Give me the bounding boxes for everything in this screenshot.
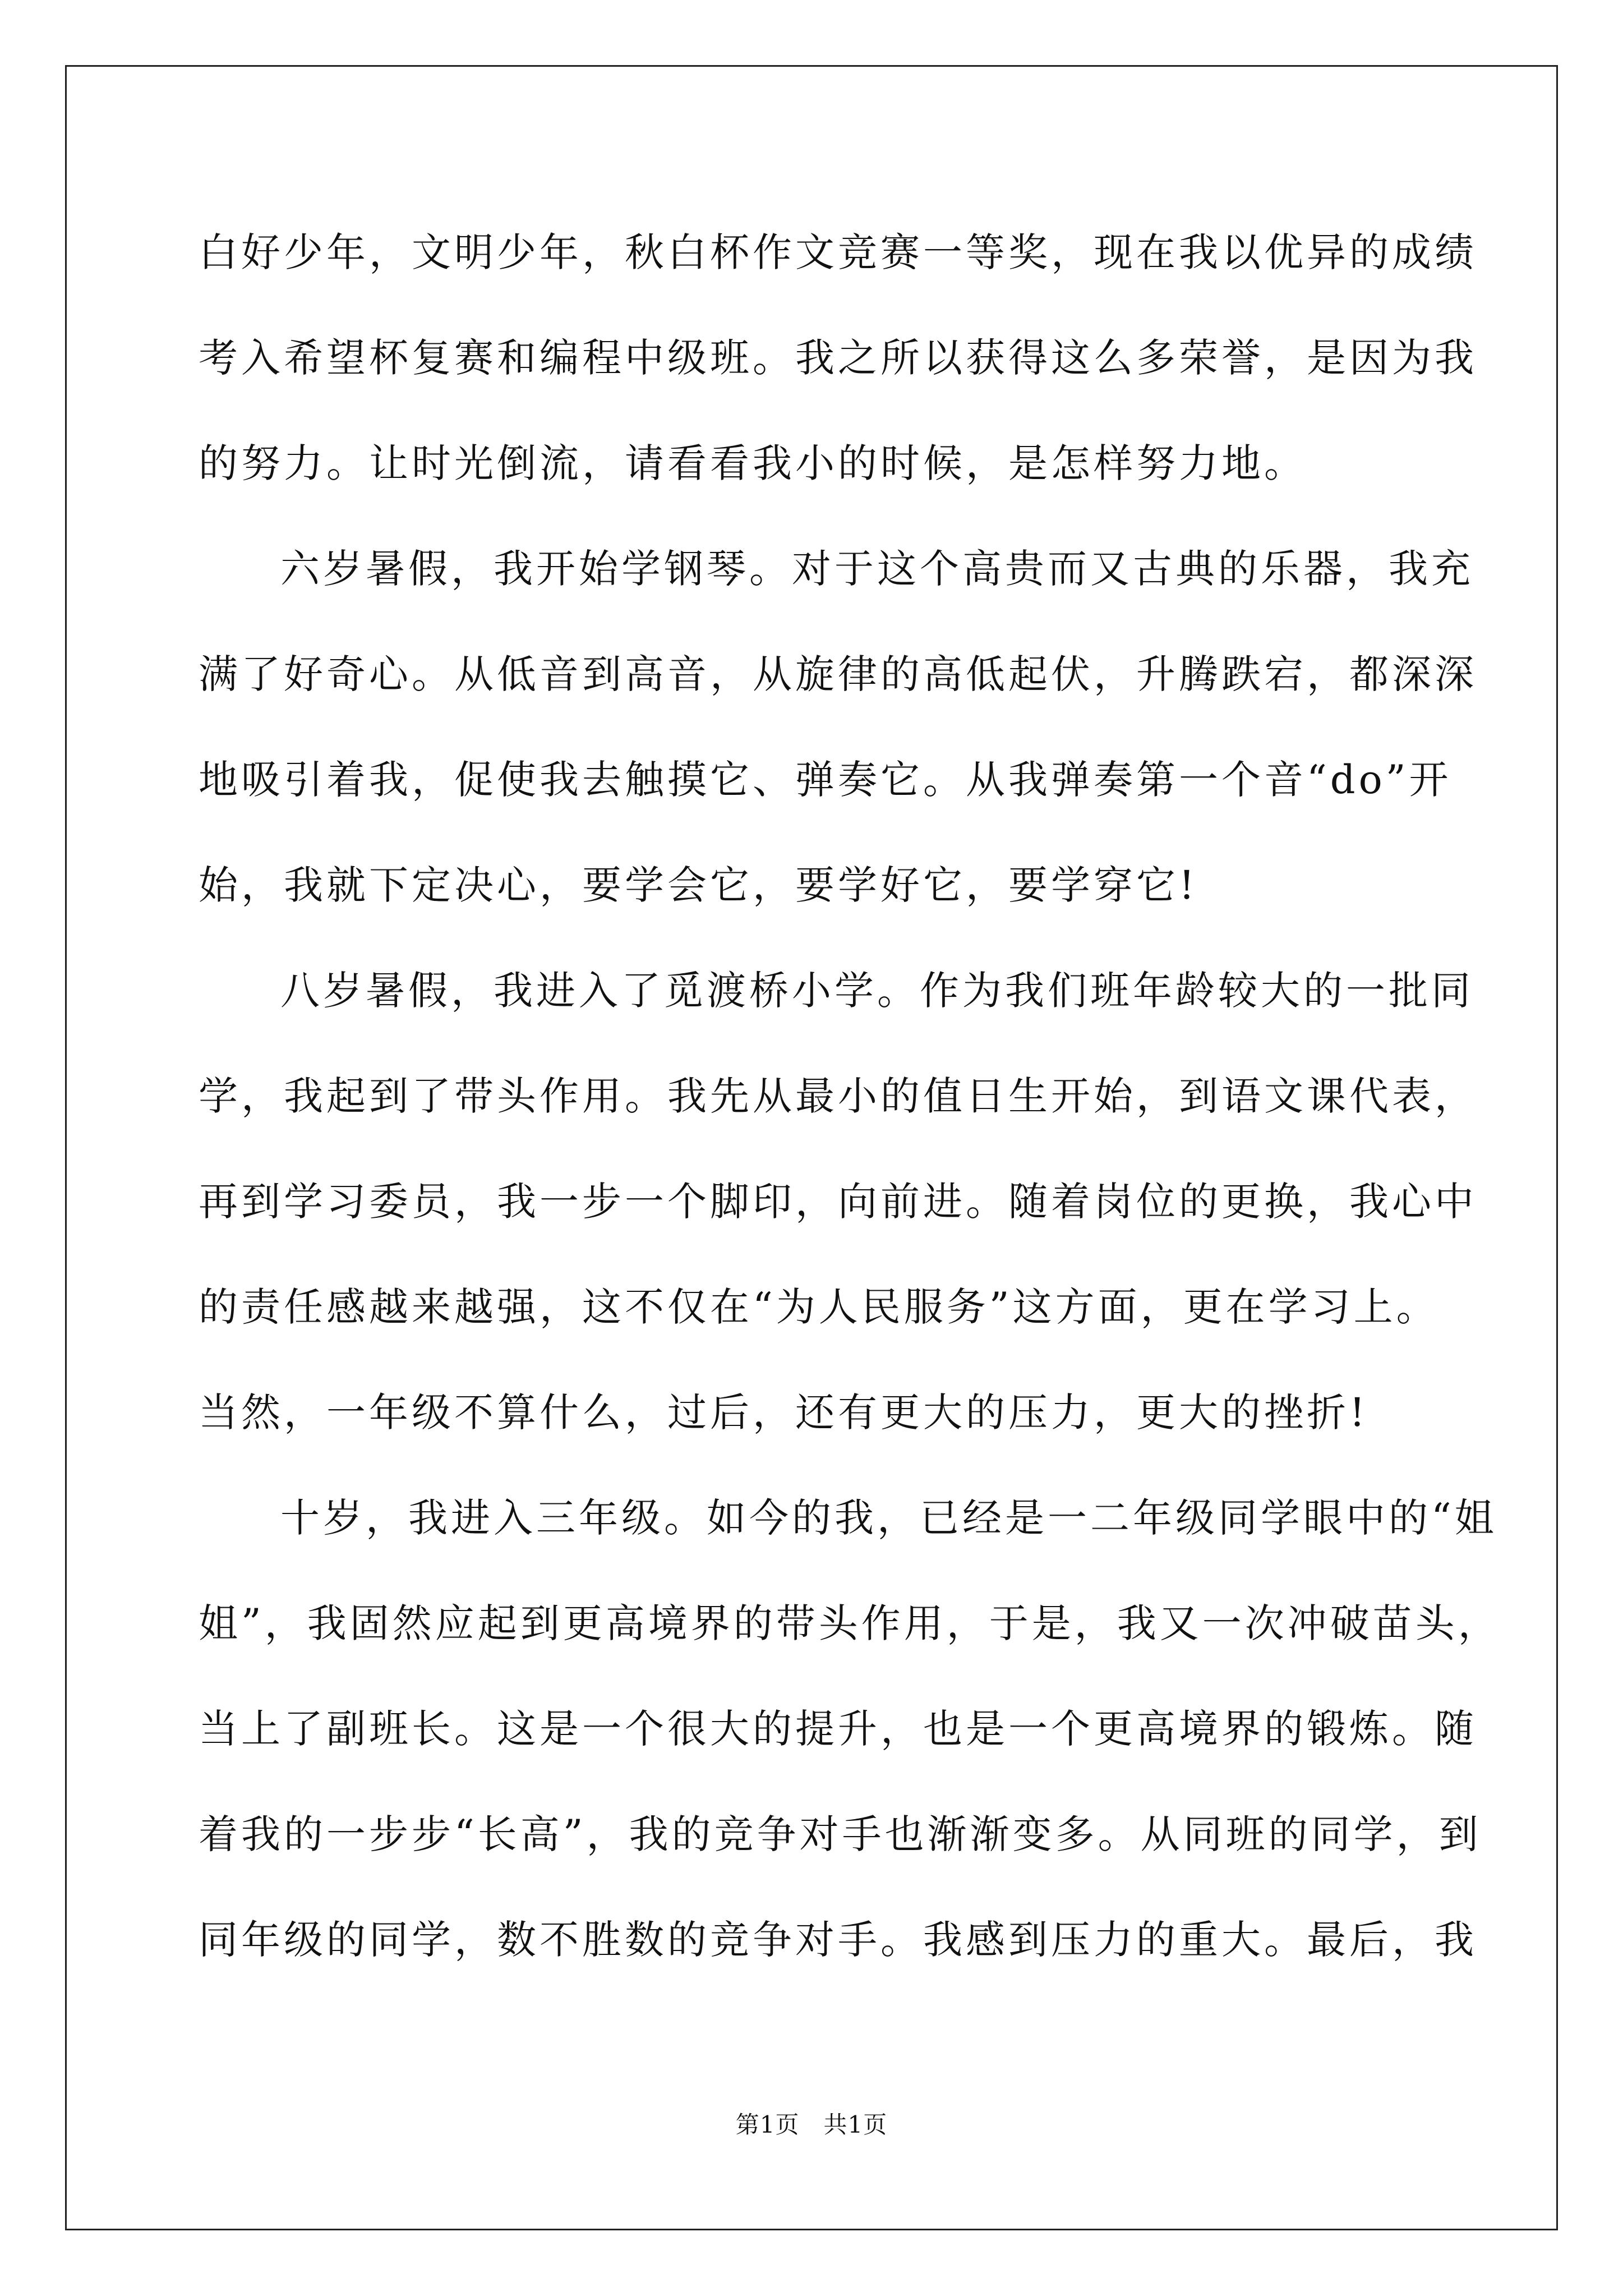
text-line: 考入希望杯复赛和编程中级班。我之所以获得这么多荣誉，是因为我 — [199, 335, 1477, 381]
text-line: 着我的一步步“长高”，我的竞争对手也渐渐变多。从同班的同学，到 — [199, 1811, 1482, 1857]
paragraph-first-line: 六岁暑假，我开始学钢琴。对于这个高贵而又古典的乐器，我充 — [280, 546, 1474, 592]
text-line: 始，我就下定决心，要学会它，要学好它，要学穿它! — [199, 862, 1198, 908]
text-line: 当然，一年级不算什么，过后，还有更大的压力，更大的挫折! — [199, 1389, 1369, 1435]
page-number-footer: 第1页 共1页 — [735, 2111, 888, 2138]
text-line: 同年级的同学，数不胜数的竞争对手。我感到压力的重大。最后，我 — [199, 1917, 1477, 1963]
text-line: 姐”，我固然应起到更高境界的带头作用，于是，我又一次冲破苗头， — [199, 1600, 1501, 1646]
text-line: 的努力。让时光倒流，请看看我小的时候，是怎样努力地。 — [199, 440, 1307, 486]
text-line: 白好少年，文明少年，秋白杯作文竞赛一等奖，现在我以优异的成绩 — [199, 229, 1477, 275]
text-line: 再到学习委员，我一步一个脚印，向前进。随着岗位的更换，我心中 — [199, 1179, 1477, 1225]
paragraph-first-line: 十岁，我进入三年级。如今的我，已经是一二年级同学眼中的“姐 — [280, 1495, 1497, 1541]
text-line: 满了好奇心。从低音到高音，从旋律的高低起伏，升腾跌宕，都深深 — [199, 651, 1477, 697]
document-body — [199, 222, 1501, 2015]
text-line: 当上了副班长。这是一个很大的提升，也是一个更高境界的锻炼。随 — [199, 1706, 1477, 1752]
paragraph-first-line: 八岁暑假，我进入了觅渡桥小学。作为我们班年龄较大的一批同 — [280, 968, 1474, 1014]
text-line: 地吸引着我，促使我去触摸它、弹奏它。从我弹奏第一个音“do”开 — [199, 757, 1452, 803]
text-line: 学，我起到了带头作用。我先从最小的值日生开始，到语文课代表， — [199, 1073, 1477, 1119]
text-line: 的责任感越来越强，这不仅在“为人民服务”这方面，更在学习上。 — [199, 1284, 1439, 1330]
